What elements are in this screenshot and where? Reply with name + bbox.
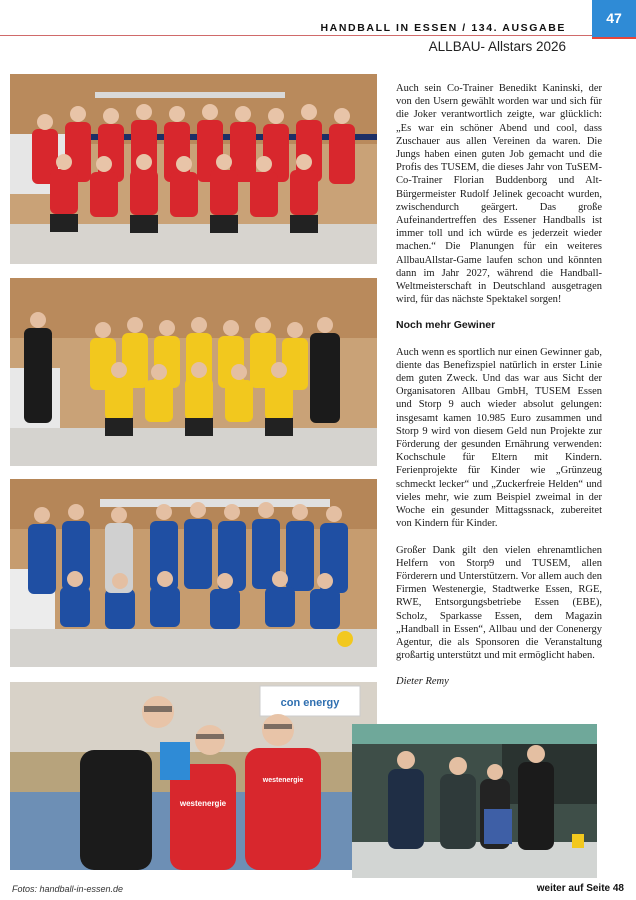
article-subheading: Noch mehr Gewiner: [396, 319, 496, 332]
sponsor-banner-text: con energy: [280, 697, 340, 709]
article-paragraph-1: Auch sein Co-Trainer Benedikt Kaninski, der von den Usern gewählt worden war und sich für die Joker verantwortlich zeigte, war glücklich: „Es war ein schöner Abend und cool, dass Zuschauer aus allen Vereinen da waren. Die Jungs haben einen guten Job gemacht und die Profis des TUSEM, die dieses Jahr von TuSEM-Co-Trainer Florian Buddenborg und Alt-Bürgermeister Rudolf Jelinek gecoacht wurden, zwischendurch geärgert. Das große Aufeinandertreffen des Essener Handballs ist immer toll und ich würde es jederzeit wieder machen.“ Die Planungen für ein weiteres AllbauAllstar-Game laufen schon und könnten dann im Jahr 2027, während die Handball-Weltmeisterschaft in Deutschland ausgetragen wird, für das nächste Spektakel sorgen!: [396, 83, 602, 306]
photo-credit: Fotos: handball-in-essen.de: [12, 884, 124, 894]
page-header: [0, 0, 636, 66]
article-paragraph-3: Großer Dank gilt den vielen ehrenamtlichen Helfern von Storp9 und TUSEM, allen Förderern und Unterstützern. Vor allem auch den Firmen Westenergie, Stadtwerke Essen, RGE, RWE, Entsorgungsbetriebe Essen (EBE), Scholz, Sparkasse Essen, dem Magazin „Handball in Essen“, Allbau und der Conenergy Agentur, die als Sponsoren die Veranstaltung großartig unterstützt und mit ermöglicht haben.: [396, 544, 602, 662]
article-paragraph-2: Auch wenn es sportlich nur einen Gewinner gab, diente das Benefizspiel natürlich in erster Linie dem guten Zweck. Und das war aus Sicht der Organisatoren Allbau GmbH, TUSEM Essen und Storp 9 auch wieder absolut gelungen: insgesamt kamen 10.985 Euro zusammen und Storp 9 wird von diesem Geld nun Projekte zur Förderung der gesunden Ernährung verwenden: Kochschule für Eltern mit Kindern. Ferienprojekte für Kinder wie „Grünzeug schmeckt lecker“ und „Zuckerfreie Helden“ und vieles mehr, wie zum Beispiel zweimal in der Woche ein gesunder Mittagssnack, zubereitet von Kindern für Kinder.: [396, 346, 602, 530]
shirt-sponsor-text: westenergie: [179, 799, 227, 808]
article-author: Dieter Remy: [396, 676, 449, 688]
shirt-sponsor-text-2: westenergie: [262, 777, 304, 784]
photo-yellow-team: [10, 278, 377, 466]
article-series-title: ALLBAU- Allstars 2026: [428, 39, 566, 54]
page-number: 47: [592, 0, 636, 38]
photo-helpers: [352, 724, 597, 878]
photo-blue-team: [10, 479, 377, 667]
photo-organizers: [10, 682, 377, 870]
continue-link[interactable]: weiter auf Seite 48: [536, 883, 624, 894]
magazine-title: HANDBALL IN ESSEN / 134. AUSGABE: [320, 22, 566, 34]
photo-red-team: [10, 74, 377, 264]
header-divider: [0, 35, 592, 36]
article-body: [396, 82, 602, 702]
